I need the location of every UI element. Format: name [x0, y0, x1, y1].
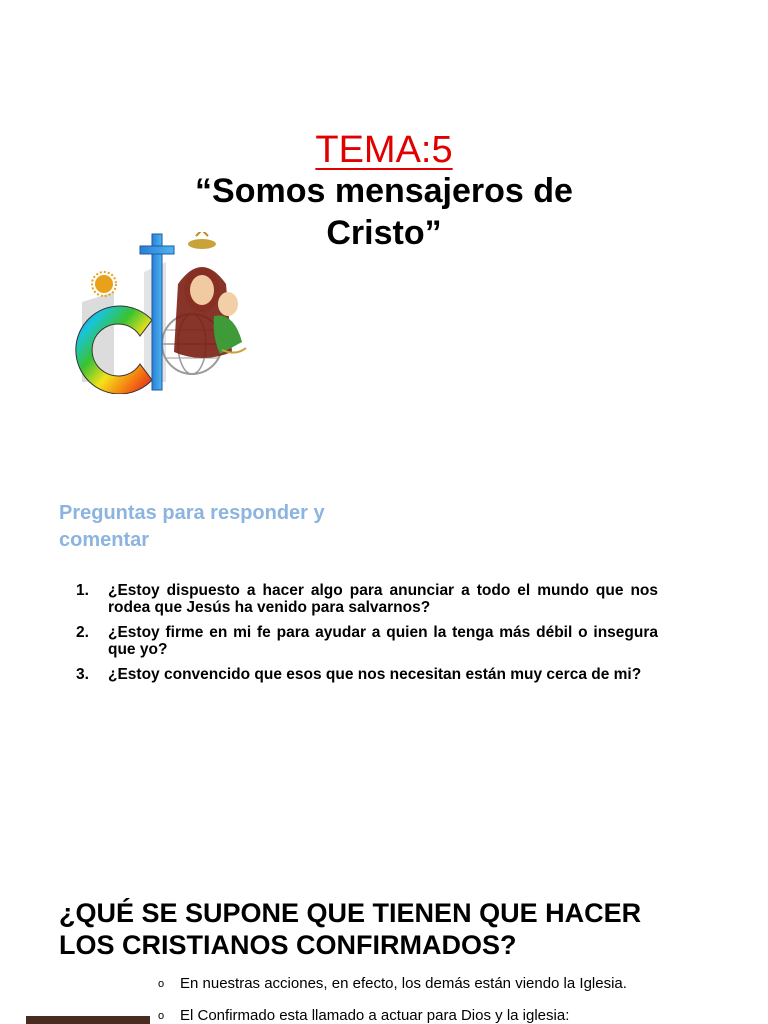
- item-number: 3.: [76, 666, 89, 683]
- list-item: [72, 666, 658, 683]
- list-item: [158, 974, 718, 994]
- questions-heading-line-1: Preguntas para responder y: [59, 502, 325, 524]
- questions-heading: [59, 500, 379, 554]
- topic-title-line-2: Cristo”: [326, 214, 442, 252]
- list-item: [158, 1006, 718, 1024]
- section-heading-line-1: ¿QUÉ SE SUPONE QUE TIENEN QUE HACER: [59, 898, 642, 928]
- confirmation-logo-icon: [74, 232, 252, 394]
- bullet-icon: o: [158, 978, 165, 990]
- list-item: [72, 624, 658, 658]
- item-text: ¿Estoy convencido que esos que nos necesitan están muy cerca de mi?: [108, 666, 642, 683]
- section-heading-line-2: LOS CRISTIANOS CONFIRMADOS?: [59, 930, 517, 960]
- illustration-image: [26, 1016, 150, 1024]
- topic-title-line-1: “Somos mensajeros de: [195, 172, 573, 210]
- section-heading: [59, 897, 719, 961]
- item-text: El Confirmado esta llamado a actuar para Dios y la iglesia:: [180, 1007, 570, 1024]
- item-text: ¿Estoy firme en mi fe para ayudar a quien la tenga más débil o insegura que yo?: [108, 624, 658, 658]
- topic-number: [0, 127, 768, 173]
- item-text: ¿Estoy dispuesto a hacer algo para anunciar a todo el mundo que nos rodea que Jesús ha venido para salvarnos?: [108, 582, 658, 616]
- questions-list: [72, 582, 658, 691]
- questions-heading-line-2: comentar: [59, 529, 150, 551]
- list-item: [72, 582, 658, 616]
- item-number: 2.: [76, 624, 89, 641]
- bullet-icon: o: [158, 1010, 165, 1022]
- item-text: En nuestras acciones, en efecto, los demás están viendo la Iglesia.: [180, 975, 627, 992]
- bullet-list: [158, 974, 718, 1024]
- item-number: 1.: [76, 582, 89, 599]
- topic-number-text: TEMA:5: [315, 129, 453, 171]
